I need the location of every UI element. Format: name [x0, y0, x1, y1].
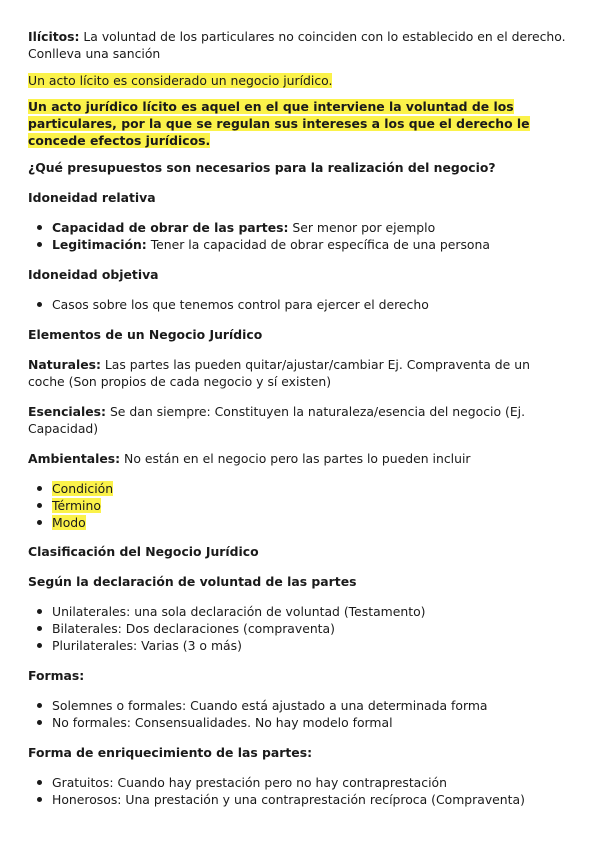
esenciales-label: Esenciales:	[28, 404, 106, 419]
list-item	[28, 236, 568, 253]
ambientales-paragraph	[28, 450, 568, 467]
naturales-label: Naturales:	[28, 357, 101, 372]
list-item: Unilaterales: una sola declaración de voluntad (Testamento)	[28, 603, 568, 620]
naturales-text: Las partes las pueden quitar/ajustar/cambiar Ej. Compraventa de un coche (Son propios de cada negocio y sí existen)	[28, 357, 530, 389]
enriquecimiento-list	[28, 774, 568, 808]
list-item	[28, 497, 568, 514]
ambientales-text: No están en el negocio pero las partes lo pueden incluir	[120, 451, 471, 466]
formas-heading: Formas:	[28, 668, 85, 683]
ambientales-list	[28, 480, 568, 531]
list-item	[28, 514, 568, 531]
list-item: Solemnes o formales: Cuando está ajustado a una determinada forma	[28, 697, 568, 714]
declaracion-list	[28, 603, 568, 654]
ilicitos-text: La voluntad de los particulares no coinciden con lo establecido en el derecho. Conlleva una sanción	[28, 29, 566, 61]
clasificacion-heading: Clasificación del Negocio Jurídico	[28, 544, 259, 559]
list-item: Honerosos: Una prestación y una contraprestación recíproca (Compraventa)	[28, 791, 568, 808]
highlight-text-2: Un acto jurídico lícito es aquel en el que interviene la voluntad de los particulares, por la que se regulan sus intereses a los que el derecho le concede efectos jurídicos.	[28, 99, 530, 148]
list-item-text: Tener la capacidad de obrar específica de una persona	[146, 237, 490, 252]
formas-list	[28, 697, 568, 731]
highlight-text-1: Un acto lícito es considerado un negocio jurídico.	[28, 73, 333, 88]
ambientales-label: Ambientales:	[28, 451, 121, 466]
list-item-text: Ser menor por ejemplo	[288, 220, 436, 235]
ilicitos-paragraph	[28, 28, 568, 62]
list-item: Casos sobre los que tenemos control para ejercer el derecho	[28, 296, 568, 313]
enriquecimiento-heading: Forma de enriquecimiento de las partes:	[28, 745, 313, 760]
idoneidad-relativa-list	[28, 219, 568, 253]
list-item: Bilaterales: Dos declaraciones (compraventa)	[28, 620, 568, 637]
list-item-text: Condición	[52, 481, 114, 496]
list-item: Plurilaterales: Varias (3 o más)	[28, 637, 568, 654]
list-item-text: Modo	[52, 515, 86, 530]
esenciales-text: Se dan siempre: Constituyen la naturaleza/esencia del negocio (Ej. Capacidad)	[28, 404, 526, 436]
list-item-text: Término	[52, 498, 101, 513]
declaracion-heading: Según la declaración de voluntad de las partes	[28, 574, 357, 589]
question-heading: ¿Qué presupuestos son necesarios para la realización del negocio?	[28, 160, 496, 175]
idoneidad-relativa-heading: Idoneidad relativa	[28, 190, 156, 205]
naturales-paragraph	[28, 356, 568, 390]
list-item	[28, 480, 568, 497]
highlight-paragraph-2	[28, 98, 568, 149]
idoneidad-objetiva-heading: Idoneidad objetiva	[28, 267, 159, 282]
list-item	[28, 219, 568, 236]
idoneidad-objetiva-list	[28, 296, 568, 313]
list-item: No formales: Consensualidades. No hay modelo formal	[28, 714, 568, 731]
highlight-paragraph-1	[28, 72, 568, 89]
list-item-label: Legitimación:	[52, 237, 147, 252]
esenciales-paragraph	[28, 403, 568, 437]
list-item-label: Capacidad de obrar de las partes:	[52, 220, 289, 235]
ilicitos-label: Ilícitos:	[28, 29, 80, 44]
elementos-heading: Elementos de un Negocio Jurídico	[28, 327, 263, 342]
list-item: Gratuitos: Cuando hay prestación pero no hay contraprestación	[28, 774, 568, 791]
